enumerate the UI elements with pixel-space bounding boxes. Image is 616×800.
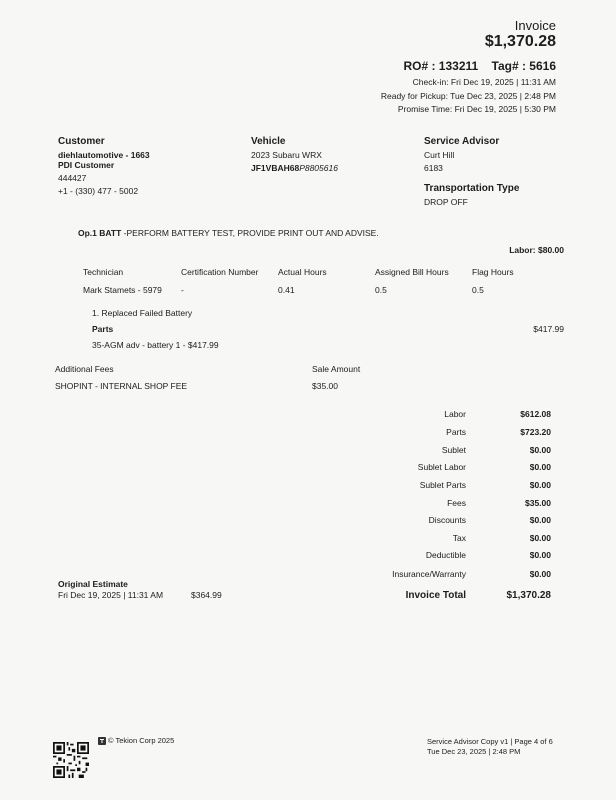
total-label-deductible: Deductible (425, 550, 466, 560)
col-certification: Certification Number (181, 267, 259, 277)
part-line: 35-AGM adv - battery 1 - $417.99 (92, 340, 219, 350)
total-label-parts: Parts (446, 427, 466, 437)
total-label-sublet-labor: Sublet Labor (417, 462, 466, 472)
total-label-discounts: Discounts (428, 515, 466, 525)
customer-id: 444427 (58, 173, 87, 183)
header-grand-total: $1,370.28 (484, 33, 556, 50)
col-flag-hours: Flag Hours (472, 267, 514, 277)
total-label-sublet-parts: Sublet Parts (419, 480, 466, 490)
invoice-total-label: Invoice Total (405, 590, 466, 601)
customer-phone: +1 - (330) 477 - 5002 (58, 186, 139, 196)
cell-flag-hours: 0.5 (472, 285, 484, 295)
operation-line (78, 228, 379, 238)
vehicle-model: 2023 Subaru WRX (251, 150, 322, 160)
vin-prefix: JF1VBAH68 (251, 163, 300, 173)
checkin-time: Check-in: Fri Dec 19, 2025 | 11:31 AM (412, 77, 556, 87)
total-label-labor: Labor (444, 409, 466, 419)
total-value-deductible: $0.00 (529, 550, 551, 560)
ro-number: RO# : 133211 (403, 59, 479, 73)
operation-note: 1. Replaced Failed Battery (92, 308, 193, 318)
total-value-parts: $723.20 (520, 427, 551, 437)
cell-assigned-bill-hours: 0.5 (375, 285, 387, 295)
customer-type: PDI Customer (58, 160, 115, 170)
document-title: Invoice (514, 18, 556, 33)
cell-actual-hours: 0.41 (278, 285, 295, 295)
copyright: © Tekion Corp 2025 (108, 736, 175, 745)
vehicle-vin (251, 163, 338, 173)
printed-time: Tue Dec 23, 2025 | 2:48 PM (427, 747, 521, 756)
operation-labor: Labor: $80.00 (509, 245, 564, 255)
total-value-sublet-labor: $0.00 (529, 462, 551, 472)
tekion-logo-icon (98, 737, 106, 745)
vin-suffix: P8805616 (299, 163, 338, 173)
customer-name: diehlautomotive - 1663 (58, 150, 150, 160)
total-label-sublet: Sublet (441, 445, 466, 455)
parts-heading: Parts (92, 324, 114, 334)
fee-amount: $35.00 (312, 381, 338, 391)
total-value-labor: $612.08 (520, 409, 551, 419)
fees-heading: Additional Fees (55, 364, 114, 374)
cell-technician: Mark Stamets - 5979 (83, 285, 162, 295)
total-label-tax: Tax (452, 533, 466, 543)
advisor-id: 6183 (424, 163, 443, 173)
ro-tag-line (399, 59, 556, 73)
invoice-total-value: $1,370.28 (506, 590, 551, 601)
tag-number: Tag# : 5616 (491, 59, 556, 73)
vehicle-heading: Vehicle (251, 136, 286, 147)
promise-time: Promise Time: Fri Dec 19, 2025 | 5:30 PM (397, 104, 556, 114)
total-value-insurance: $0.00 (529, 569, 551, 579)
operation-description: -PERFORM BATTERY TEST, PROVIDE PRINT OUT AND ADVISE. (121, 228, 379, 238)
transport-heading: Transportation Type (424, 183, 520, 194)
operation-code: Op.1 BATT (78, 228, 122, 238)
estimate-date: Fri Dec 19, 2025 | 11:31 AM (58, 590, 164, 600)
ready-time: Ready for Pickup: Tue Dec 23, 2025 | 2:48 PM (380, 91, 556, 101)
copy-page-info: Service Advisor Copy v1 | Page 4 of 6 (427, 737, 553, 746)
total-value-sublet: $0.00 (529, 445, 551, 455)
total-value-discounts: $0.00 (529, 515, 551, 525)
cell-certification: - (181, 285, 184, 295)
customer-heading: Customer (58, 136, 105, 147)
total-value-sublet-parts: $0.00 (529, 480, 551, 490)
transport-value: DROP OFF (424, 197, 468, 207)
estimate-heading: Original Estimate (58, 579, 128, 589)
total-value-fees: $35.00 (525, 498, 551, 508)
total-label-insurance: Insurance/Warranty (392, 569, 466, 579)
total-value-tax: $0.00 (529, 533, 551, 543)
qr-code (53, 742, 89, 778)
fee-line: SHOPINT - INTERNAL SHOP FEE (55, 381, 188, 391)
col-technician: Technician (83, 267, 124, 277)
estimate-amount: $364.99 (191, 590, 222, 600)
parts-total: $417.99 (533, 324, 564, 334)
col-actual-hours: Actual Hours (278, 267, 327, 277)
fees-amount-heading: Sale Amount (312, 364, 361, 374)
advisor-heading: Service Advisor (424, 136, 500, 147)
advisor-name: Curt Hill (424, 150, 455, 160)
col-assigned-bill-hours: Assigned Bill Hours (375, 267, 449, 277)
total-label-fees: Fees (447, 498, 466, 508)
